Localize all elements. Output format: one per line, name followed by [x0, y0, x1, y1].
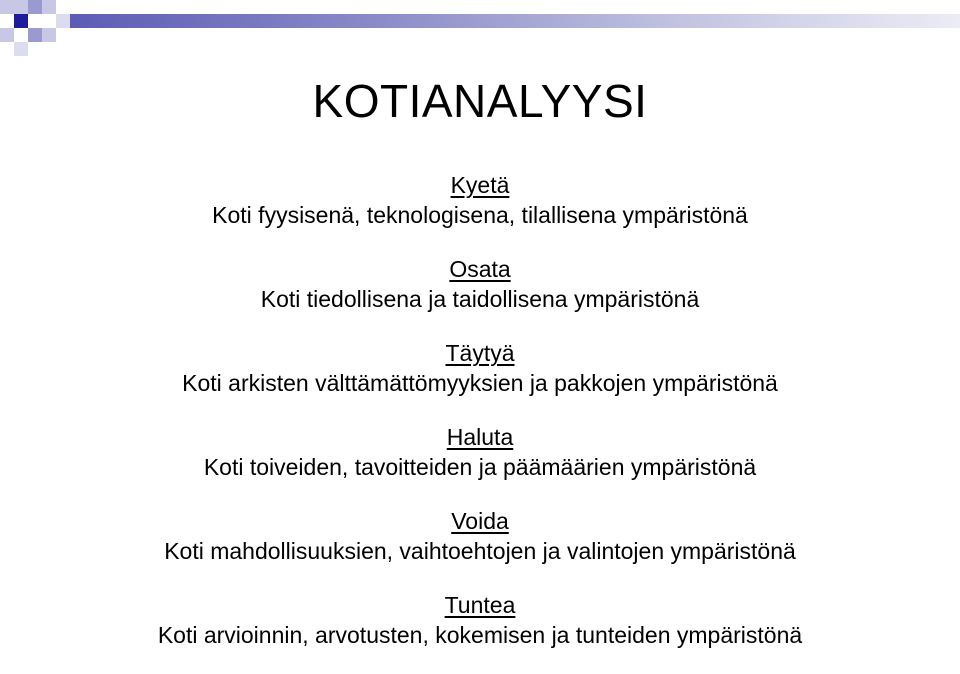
section-heading: Voida [451, 508, 509, 534]
section-osata [0, 254, 960, 338]
decor-square [14, 14, 28, 28]
decor-square [28, 28, 42, 42]
section-heading: Haluta [446, 424, 514, 450]
section-heading: Tuntea [444, 592, 516, 618]
section-haluta [0, 422, 960, 506]
slide-title: KOTIANALYYSI [312, 75, 648, 127]
decor-square [0, 0, 28, 14]
section-description: Koti arkisten välttämättömyyksien ja pakkojen ympäristönä [182, 370, 778, 396]
section-description: Koti arvioinnin, arvotusten, kokemisen ja tunteiden ympäristönä [157, 622, 803, 648]
decor-square [14, 42, 28, 56]
decor-square [28, 0, 42, 14]
decor-square [56, 14, 70, 28]
section-description: Koti mahdollisuuksien, vaihtoehtojen ja valintojen ympäristönä [164, 538, 796, 564]
decor-square [42, 28, 56, 42]
decor-square [42, 0, 56, 14]
section-taytya [0, 338, 960, 422]
section-heading: Täytyä [445, 340, 515, 366]
section-list [0, 170, 960, 674]
section-tuntea [0, 590, 960, 674]
section-description: Koti fyysisenä, teknologisena, tilallisena ympäristönä [212, 202, 748, 228]
section-heading: Kyetä [450, 172, 510, 198]
section-heading: Osata [449, 256, 511, 282]
section-voida [0, 506, 960, 590]
decor-square [0, 28, 14, 42]
header-gradient-bar [56, 14, 960, 28]
section-description: Koti toiveiden, tavoitteiden ja päämäärien ympäristönä [203, 454, 757, 480]
section-description: Koti tiedollisena ja taidollisena ympäristönä [260, 286, 700, 312]
header-decoration [0, 0, 960, 58]
section-kyeta [0, 170, 960, 254]
